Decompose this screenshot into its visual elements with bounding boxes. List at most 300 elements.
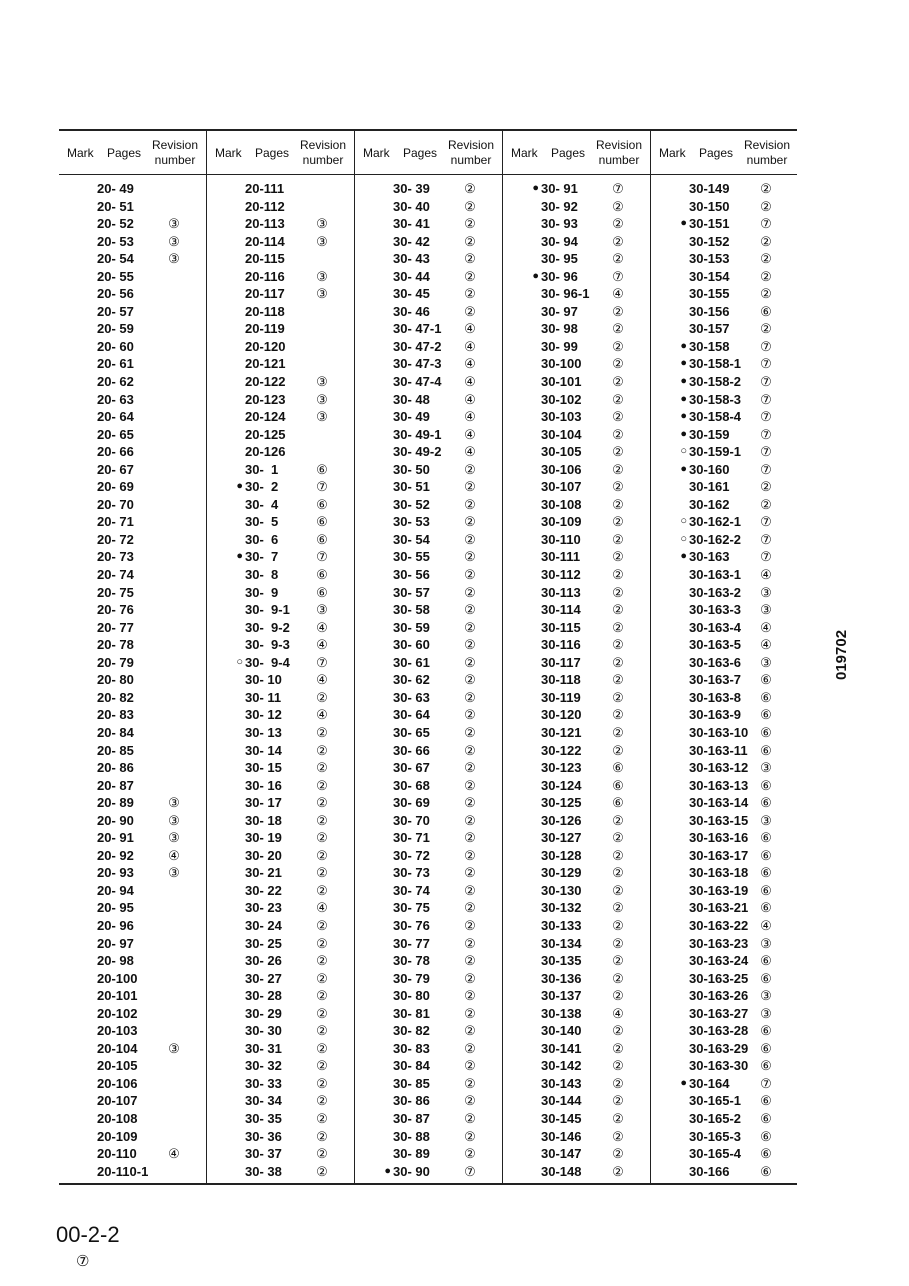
revision-number: ⑦ [612,181,624,196]
page-id: 30- 1 [245,461,279,477]
table-row [503,724,650,742]
revision-number: ② [464,479,476,495]
revision-number: ② [612,549,624,565]
table-row [59,935,206,953]
header-revision [593,138,645,168]
table-row [651,654,798,672]
revision-number: ② [316,1110,328,1126]
revision-number: ⑥ [760,1146,772,1162]
table-row [355,777,502,795]
page-id: 20-122 [245,374,286,390]
revision-number: ⑥ [760,303,772,319]
revision-number: ② [612,479,624,495]
table-row [355,864,502,882]
page-id: 30-163-3 [689,602,742,618]
revision-number: ② [612,233,624,249]
page-id: 30-163-26 [689,988,749,1004]
revision-number: ⑥ [760,777,772,793]
page-id: 20- 49 [97,181,134,196]
revision-number: ② [464,935,476,951]
table-row [355,671,502,689]
page-id: 30-110 [541,531,581,547]
page-id: 30- 28 [245,988,282,1004]
table-row [355,408,502,426]
header-revision [297,138,349,168]
table-row [503,847,650,865]
table-row [207,478,354,496]
revision-number: ② [612,514,624,530]
table-row [59,373,206,391]
page-id: 20-104 [97,1040,138,1056]
revision-number: ③ [760,1005,772,1021]
page-id: 30- 84 [393,1058,430,1074]
page-id: 30- 71 [393,830,430,846]
table-row [355,794,502,812]
page-id: 20- 90 [97,812,134,828]
revision-number: ⑦ [760,444,772,460]
header-pages: Pages [107,146,142,160]
table-row [355,443,502,461]
revision-number: ② [464,198,476,214]
page-id: 30-128 [541,847,582,863]
revision-number: ② [612,689,624,705]
page-id: 30- 9-4 [245,654,290,670]
page-id: 30- 35 [245,1110,282,1126]
header-mark: Mark [659,146,686,160]
table-row [207,636,354,654]
header-pages: Pages [255,146,290,160]
page-id: 20- 85 [97,742,134,758]
page-id: 30-123 [541,760,582,776]
revision-number: ② [464,233,476,249]
table-row [355,320,502,338]
table-row [207,391,354,409]
page-id: 30-163-14 [689,795,749,811]
page-id: 30- 19 [245,830,282,846]
table-row [59,952,206,970]
revision-number: ② [316,847,328,863]
page-id: 30- 30 [245,1023,282,1039]
table-row [59,829,206,847]
revision-number: ② [612,742,624,758]
page-id: 20- 96 [97,917,134,933]
table-row [207,864,354,882]
revision-table [59,129,797,1185]
table-column-group [355,131,502,1183]
revision-number: ② [464,724,476,740]
table-row [651,496,798,514]
table-row [355,250,502,268]
page-id: 30-153 [689,251,730,267]
table-row [503,812,650,830]
page-id: 30-122 [541,742,582,758]
table-row [503,355,650,373]
table-row [503,864,650,882]
page-id: 30- 96 [541,268,578,284]
revision-number: ② [316,917,328,933]
table-row [207,706,354,724]
page-id: 30- 90 [393,1163,430,1179]
revision-number: ③ [316,391,328,407]
revision-number: ⑦ [760,549,772,565]
page-id: 30-155 [689,286,730,302]
page-id: 30-163-8 [689,689,742,705]
page-id: 20- 98 [97,953,134,969]
page-id: 30- 39 [393,181,430,196]
page-id: 30- 14 [245,742,282,758]
revision-number: ② [612,584,624,600]
table-row [207,355,354,373]
table-row [59,689,206,707]
page-id: 30-152 [689,233,730,249]
revision-number: ③ [168,795,180,811]
table-row [59,478,206,496]
revision-number: ② [464,1040,476,1056]
page-id: 30-106 [541,461,582,477]
revision-number: ④ [168,1146,180,1162]
table-row [355,917,502,935]
page-id: 30- 68 [393,777,430,793]
table-row [651,285,798,303]
table-row [503,1040,650,1058]
revision-number: ② [760,268,772,284]
revision-number: ⑥ [760,1093,772,1109]
header-pages: Pages [403,146,438,160]
revision-number: ④ [316,637,328,653]
page-id: 30- 11 [245,689,282,705]
table-row [355,355,502,373]
revision-number: ⑥ [760,724,772,740]
page-id: 20-118 [245,303,285,319]
table-row [355,566,502,584]
table-row [355,829,502,847]
revision-number: ② [760,479,772,495]
revision-mark: ● [680,375,687,388]
page-id: 30-163-22 [689,917,749,933]
page-id: 30- 34 [245,1093,282,1109]
page-id: 30-163-25 [689,970,749,986]
revision-number: ② [612,812,624,828]
revision-number: ④ [612,1005,624,1021]
revision-number: ② [612,426,624,442]
page-id: 20- 73 [97,549,134,565]
page-id: 30-144 [541,1093,582,1109]
table-row [355,531,502,549]
revision-number: ⑥ [760,882,772,898]
page-id: 20-125 [245,426,286,442]
page-id: 30- 24 [245,917,282,933]
revision-number: ② [760,321,772,337]
table-row [59,706,206,724]
page-id: 30-159 [689,426,730,442]
table-row [355,935,502,953]
revision-number: ② [464,1128,476,1144]
page-id: 20- 54 [97,251,134,267]
revision-number: ② [464,865,476,881]
table-row [207,285,354,303]
table-row [59,917,206,935]
table-row [355,198,502,216]
table-row [503,426,650,444]
revision-number: ② [464,689,476,705]
page-id: 20- 60 [97,338,134,354]
revision-number: ④ [760,637,772,653]
table-row [651,1145,798,1163]
revision-number: ⑦ [760,374,772,390]
page-id: 30- 20 [245,847,282,863]
page-id: 30-163-9 [689,707,742,723]
table-rows [355,180,502,1180]
table-row [59,1163,206,1181]
revision-number: ⑦ [316,654,328,670]
page-id: 20- 52 [97,216,134,232]
page-id: 20- 64 [97,409,134,425]
page-id: 20- 82 [97,689,134,705]
table-row [651,829,798,847]
revision-number: ② [612,356,624,372]
page-id: 20-101 [97,988,138,1004]
page-id: 30- 43 [393,251,430,267]
table-row [651,1163,798,1181]
table-row [59,601,206,619]
table-row [207,829,354,847]
page-id: 30-163-17 [689,847,749,863]
page-id: 20- 86 [97,760,134,776]
page-id: 30- 72 [393,847,430,863]
revision-number: ② [464,917,476,933]
page-id: 30-160 [689,461,730,477]
table-row [651,864,798,882]
table-row [355,742,502,760]
page-id: 30-163-7 [689,672,742,688]
page-id: 30- 55 [393,549,430,565]
page-id: 30- 62 [393,672,430,688]
table-row [207,1128,354,1146]
page-id: 30- 32 [245,1058,282,1074]
revision-number: ② [612,672,624,688]
revision-mark: ● [236,550,243,563]
revision-number: ④ [464,409,476,425]
revision-number: ② [612,900,624,916]
table-row [651,1057,798,1075]
header-revision [445,138,497,168]
table-row [503,461,650,479]
page-id: 20-105 [97,1058,138,1074]
page-id: 30- 65 [393,724,430,740]
table-row [207,654,354,672]
page-id: 30- 93 [541,216,578,232]
table-row [503,777,650,795]
table-row [651,812,798,830]
revision-number: ② [612,531,624,547]
revision-number: ② [464,1005,476,1021]
revision-number: ② [612,1110,624,1126]
page-id: 20- 56 [97,286,134,302]
page-id: 20- 79 [97,654,134,670]
table-row [355,601,502,619]
revision-number: ② [464,953,476,969]
table-row [355,233,502,251]
revision-number: ② [316,970,328,986]
table-row [59,812,206,830]
table-row [651,636,798,654]
revision-number: ② [612,567,624,583]
revision-number: ② [464,777,476,793]
revision-number: ② [464,181,476,196]
table-row [651,338,798,356]
table-row [503,268,650,286]
table-row [503,233,650,251]
table-row [651,1110,798,1128]
table-row [59,1128,206,1146]
page-id: 30-161 [689,479,730,495]
page-id: 30-134 [541,935,582,951]
page-id: 30-163-19 [689,882,749,898]
revision-number: ② [612,1075,624,1091]
header-pages: Pages [551,146,586,160]
revision-number: ② [316,1040,328,1056]
revision-number: ④ [464,338,476,354]
table-row [207,935,354,953]
page-id: 20- 63 [97,391,134,407]
page-id: 30-163-1 [689,567,742,583]
table-row [355,812,502,830]
table-row [651,443,798,461]
revision-mark: ○ [680,445,687,458]
revision-number: ⑦ [760,461,772,477]
table-row [651,689,798,707]
revision-number: ② [612,619,624,635]
revision-number: ② [464,637,476,653]
table-row [207,233,354,251]
page-id: 30- 45 [393,286,430,302]
page-id: 20-112 [245,198,285,214]
table-row [355,584,502,602]
page-id: 30-140 [541,1023,582,1039]
page-id: 30-163-2 [689,584,742,600]
revision-number: ② [464,1058,476,1074]
page-id: 30- 13 [245,724,282,740]
page-id: 30- 79 [393,970,430,986]
table-row [651,970,798,988]
table-row [651,426,798,444]
table-row [651,250,798,268]
table-row [651,671,798,689]
revision-mark: ● [680,410,687,423]
page-id: 30- 9-2 [245,619,290,635]
table-row [355,496,502,514]
revision-number: ⑥ [760,1163,772,1179]
table-row [59,303,206,321]
table-row [355,215,502,233]
page-id: 20-110-1 [97,1163,149,1179]
revision-number: ⑥ [760,689,772,705]
revision-number: ⑥ [760,707,772,723]
page-id: 30-163-27 [689,1005,749,1021]
page-id: 30-112 [541,567,581,583]
page-id: 30- 8 [245,567,279,583]
revision-number: ③ [316,409,328,425]
page-id: 30- 87 [393,1110,430,1126]
table-row [503,706,650,724]
revision-number: ⑥ [316,514,328,530]
revision-number: ② [464,882,476,898]
table-rows [651,180,798,1180]
revision-number: ② [316,1058,328,1074]
revision-number: ③ [316,268,328,284]
table-row [59,987,206,1005]
revision-number: ② [316,1093,328,1109]
column-header [503,131,650,174]
revision-number: ② [612,496,624,512]
page-id: 30-162-1 [689,514,742,530]
table-row [59,847,206,865]
table-column-group [651,131,798,1183]
table-row [355,970,502,988]
table-row [651,548,798,566]
table-row [355,636,502,654]
page-id: 30-146 [541,1128,582,1144]
table-row [59,777,206,795]
revision-number: ② [612,724,624,740]
page-id: 30- 64 [393,707,430,723]
table-row [651,391,798,409]
page-id: 30- 33 [245,1075,282,1091]
page-id: 30- 10 [245,672,282,688]
page-id: 30- 9 [245,584,279,600]
table-row [503,619,650,637]
table-row [355,513,502,531]
page-id: 30-162-2 [689,531,742,547]
revision-number: ② [464,251,476,267]
table-row [59,1145,206,1163]
table-row [651,1075,798,1093]
table-row [207,794,354,812]
revision-number: ② [464,900,476,916]
table-row [651,601,798,619]
page-id: 20- 53 [97,233,134,249]
page-id: 30-163-29 [689,1040,749,1056]
revision-number: ② [612,338,624,354]
page-id: 20- 84 [97,724,134,740]
header-revision-line2: number [302,153,344,167]
table-row [207,1163,354,1181]
page-id: 20-123 [245,391,286,407]
revision-number: ② [612,602,624,618]
page-id: 30-136 [541,970,582,986]
revision-mark: ● [680,217,687,230]
revision-number: ⑦ [760,409,772,425]
table-row [59,408,206,426]
revision-number: ② [316,830,328,846]
page-id: 30-163-4 [689,619,742,635]
table-row [59,1110,206,1128]
page-id: 30-163-13 [689,777,749,793]
revision-number: ② [464,1023,476,1039]
table-row [207,671,354,689]
revision-number: ④ [760,917,772,933]
revision-number: ② [612,1040,624,1056]
table-row [651,619,798,637]
page-id: 30-125 [541,795,582,811]
table-row [59,794,206,812]
page-id: 30- 36 [245,1128,282,1144]
table-row [503,1128,650,1146]
revision-number: ② [760,496,772,512]
revision-number: ③ [168,216,180,232]
table-row [503,303,650,321]
table-row [355,548,502,566]
